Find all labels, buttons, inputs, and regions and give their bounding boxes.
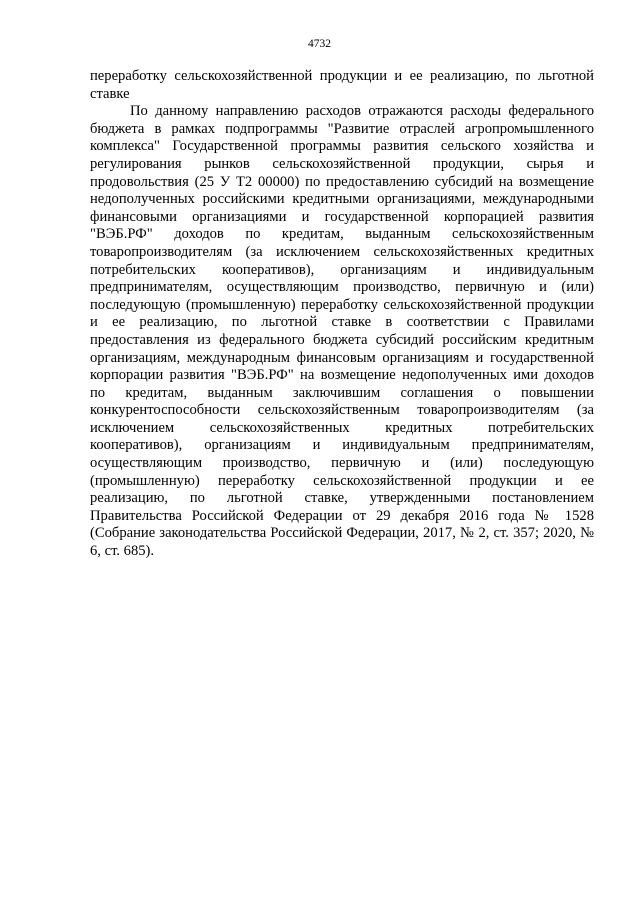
paragraph-continuation: переработку сельскохозяйственной продукции и ее реализацию, по льготной ставке <box>90 68 594 102</box>
paragraph-main: По данному направлению расходов отражаются расходы федерального бюджета в рамках подпрограммы "Развитие отраслей агропромышленного комплекса" Государственной программы развития сельского хозяйства и регулирования рынков сельскохозяйственной продукции, сырья и продовольствия (25 У Т2 00000) по предоставлению субсидий на возмещение недополученных российскими кредитными организациями, международными финансовыми организациями и государственной корпорацией развития "ВЭБ.РФ" доходов по кредитам, выданным сельскохозяйственным товаропроизводителям (за исключением сельскохозяйственных кредитных потребительских кооперативов), организациям и индивидуальным предпринимателям, осуществляющим производство, первичную и (или) последующую (промышленную) переработку сельскохозяйственной продукции и ее реализацию, по льготной ставке в соответствии с Правилами предоставления из федерального бюджета субсидий российским кредитным организациям, международным финансовым организациям и государственной корпорации развития "ВЭБ.РФ" на возмещение недополученных ими доходов по кредитам, выданным заключившим соглашения о повышении конкурентоспособности сельскохозяйственным товаропроизводителям (за исключением сельскохозяйственных кредитных потребительских кооперативов), организациям и индивидуальным предпринимателям, осуществляющим производство, первичную и (или) последующую (промышленную) переработку сельскохозяйственной продукции и ее реализацию, по льготной ставке, утвержденными постановлением Правительства Российской Федерации от 29 декабря 2016 года № 1528 (Собрание законодательства Российской Федерации, 2017, № 2, ст. 357; 2020, № 6, ст. 685). <box>90 103 594 560</box>
document-body <box>90 68 594 561</box>
page-number: 4732 <box>308 38 331 50</box>
